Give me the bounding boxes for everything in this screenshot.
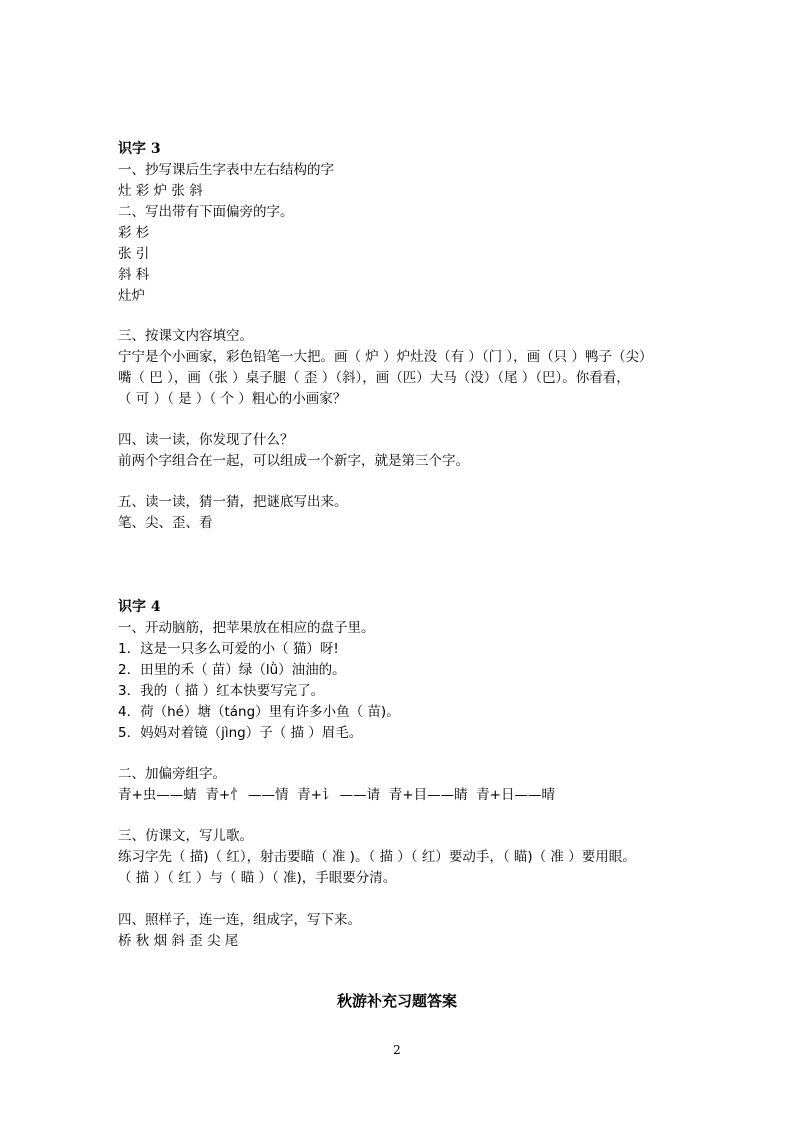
s2-q3-line: 练习字先（ 描)（ 红），射击要瞄（ 准 )。（ 描 ）（ 红）要动手，（ 瞄)（ 准 ）要用眼。 — [118, 849, 636, 865]
s1-q2-prompt: 二、写出带有下面偏旁的字。 — [118, 204, 294, 220]
s2-q1-line: 4．荷（hé）塘（táng）里有许多小鱼（ 苗)。 — [118, 704, 400, 720]
answer-key-title: 秋游补充习题答案 — [336, 992, 457, 1010]
s2-q2-prompt: 二、加偏旁组字。 — [118, 766, 226, 782]
s1-q2-line: 斜 科 — [118, 267, 150, 283]
s1-q3-line: 宁宁是个小画家，彩色铅笔一大把。画（ 炉 ）炉灶没（有 ）（门 ），画（只 ）鸭子（尖） — [118, 349, 653, 365]
s2-q1-line: 3．我的（ 描 ）红本快要写完了。 — [118, 683, 325, 699]
s1-q2-line: 灶炉 — [118, 288, 145, 304]
section-heading-shizi-3: 识字 3 — [118, 141, 161, 157]
s2-q4-prompt: 四、照样子，连一连，组成字，写下来。 — [118, 912, 361, 928]
s2-q1-line: 1．这是一只多么可爱的小（ 猫）呀! — [118, 641, 339, 657]
s2-q1-line: 5．妈妈对着镜（jìng）子（ 描 ）眉毛。 — [118, 725, 363, 741]
s1-q5-prompt: 五、读一读，猜一猜，把谜底写出来。 — [118, 494, 348, 510]
s1-q4-prompt: 四、读一读，你发现了什么？ — [118, 432, 294, 448]
s1-q4-answer: 前两个字组合在一起，可以组成一个新字，就是第三个字。 — [118, 453, 469, 469]
s2-q3-prompt: 三、仿课文，写儿歌。 — [118, 828, 253, 844]
s1-q1-prompt: 一、抄写课后生字表中左右结构的字 — [118, 162, 334, 178]
s2-q1-prompt: 一、开动脑筋，把苹果放在相应的盘子里。 — [118, 620, 375, 636]
s1-q3-line: （ 可 ）（ 是 ）（ 个 ）粗心的小画家？ — [118, 391, 347, 407]
s1-q2-line: 彩 杉 — [118, 225, 150, 241]
s1-q1-answer: 灶 彩 炉 张 斜 — [118, 183, 203, 199]
page-number: 2 — [393, 1043, 401, 1057]
s2-q2-answer: 青+虫——蜻 青+忄 ——情 青+讠 ——请 青+目——睛 青+日——晴 — [118, 787, 555, 803]
s1-q3-line: 嘴（ 巴 ），画（张 ）桌子腿（ 歪 ）（斜），画（匹）大马（没）（尾 ）（巴）。你看看， — [118, 370, 630, 386]
section-heading-shizi-4: 识字 4 — [118, 599, 161, 615]
s1-q2-line: 张 引 — [118, 246, 150, 262]
s2-q1-line: 2．田里的禾（ 苗）绿（lǜ）油油的。 — [118, 662, 346, 678]
s2-q3-line: （ 描 ）（ 红 ）与（ 瞄 ）（ 准)，手眼要分清。 — [118, 870, 397, 886]
s1-q5-answer: 笔、尖、歪、看 — [118, 515, 213, 531]
s1-q3-prompt: 三、按课文内容填空。 — [118, 328, 253, 344]
s2-q4-answer: 桥 秋 烟 斜 歪 尖 尾 — [118, 933, 239, 949]
